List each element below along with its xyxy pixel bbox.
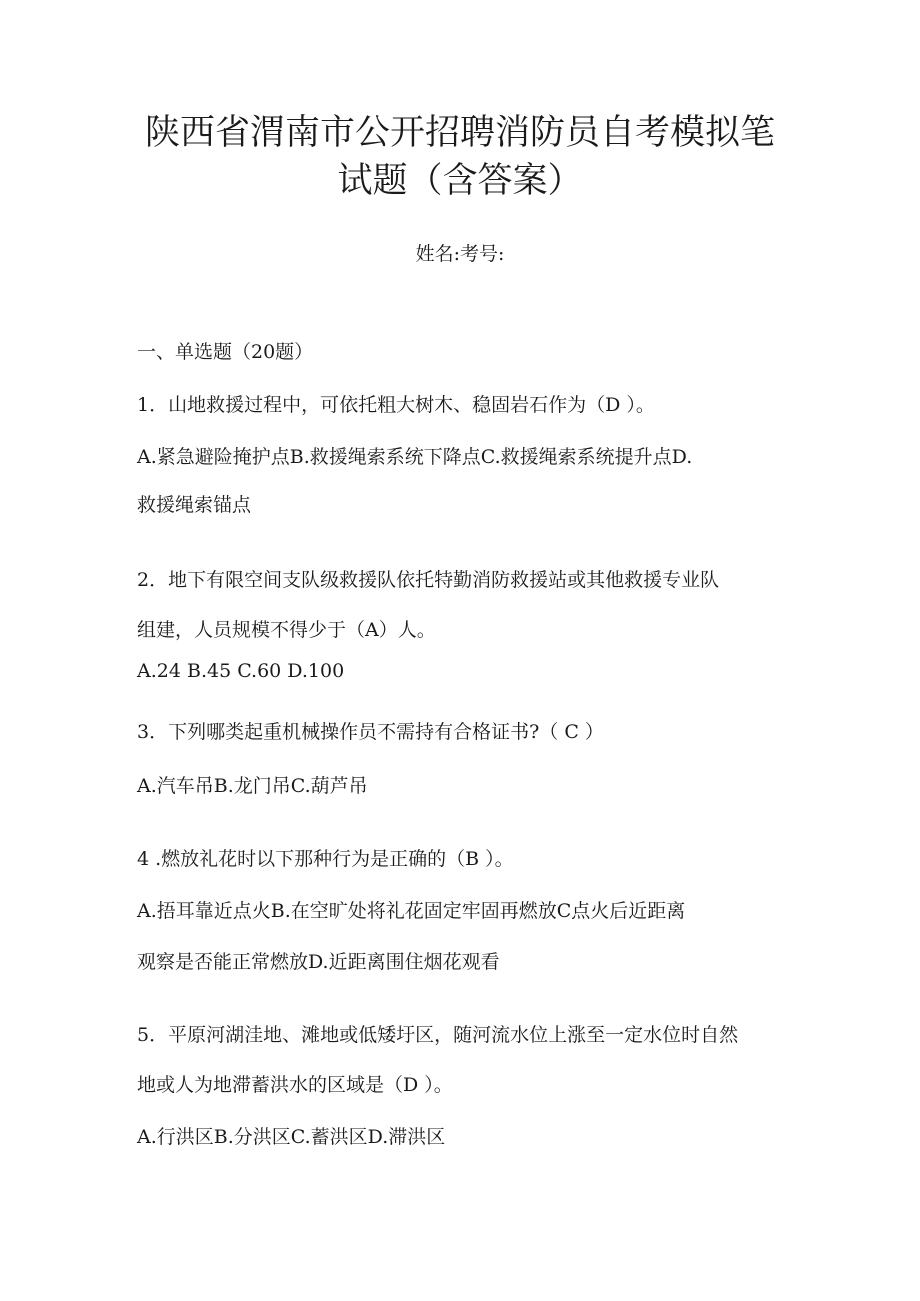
question-4-stem: 4 .燃放礼花时以下那种行为是正确的（B ）。	[137, 848, 514, 870]
document-title-line-1: 陕西省渭南市公开招聘消防员自考模拟笔	[144, 113, 775, 153]
question-1-options-cont: 救援绳索锚点	[137, 494, 252, 516]
question-5-options: A.行洪区B.分洪区C.蓄洪区D.滞洪区	[137, 1126, 446, 1148]
question-3-options: A.汽车吊B.龙门吊C.葫芦吊	[137, 775, 368, 797]
document-title-line-2: 试题（含答案）	[337, 161, 583, 201]
question-4-options: A.捂耳靠近点火B.在空旷处将礼花固定牢固再燃放C点火后近距离	[137, 900, 686, 922]
question-4-options-cont: 观察是否能正常燃放D.近距离围住烟花观看	[137, 951, 500, 973]
name-exam-number-line: 姓名:考号:	[415, 243, 505, 265]
section-heading: 一、单选题（20题）	[137, 341, 314, 363]
question-2-options: A.24 B.45 C.60 D.100	[137, 660, 345, 682]
question-1-stem: 1．山地救援过程中，可依托粗大树木、稳固岩石作为（D ）。	[137, 394, 655, 416]
question-1-options: A.紧急避险掩护点B.救援绳索系统下降点C.救援绳索系统提升点D.	[137, 446, 693, 468]
question-5-stem-cont: 地或人为地滞蓄洪水的区域是（D ）。	[137, 1074, 453, 1096]
question-2-stem-cont: 组建，人员规模不得少于（A）人。	[137, 619, 436, 641]
question-3-stem: 3．下列哪类起重机械操作员不需持有合格证书?（ C ）	[137, 721, 604, 743]
question-2-stem: 2．地下有限空间支队级救援队依托特勤消防救援站或其他救援专业队	[137, 569, 720, 591]
question-5-stem: 5．平原河湖洼地、滩地或低矮圩区，随河流水位上涨至一定水位时自然	[137, 1024, 739, 1046]
